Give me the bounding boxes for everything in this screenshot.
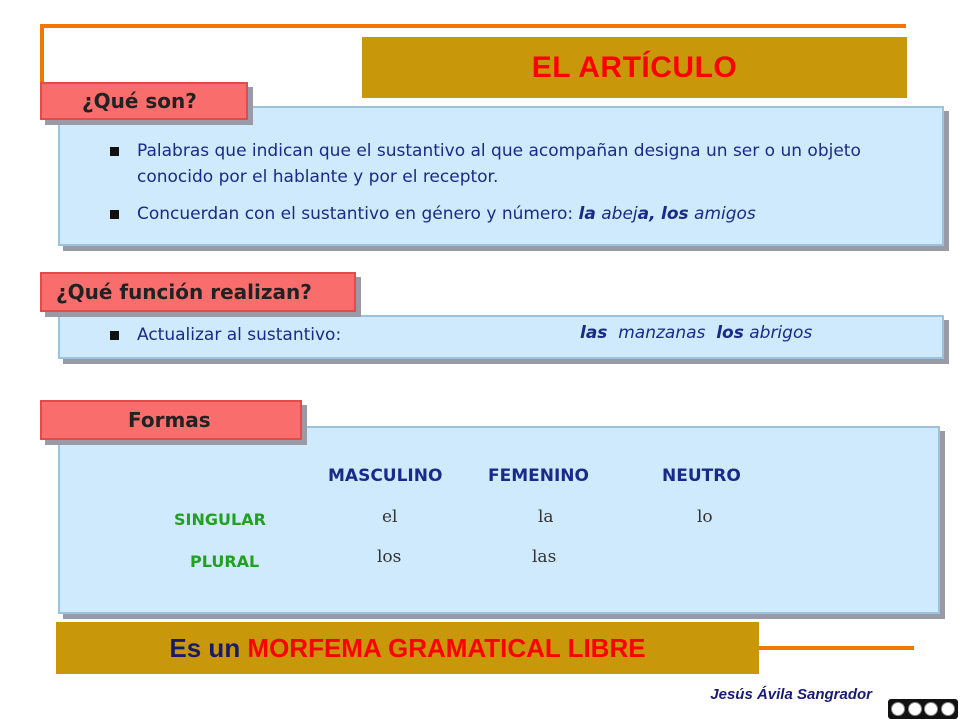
cell-plural-masculino: los — [377, 547, 402, 567]
function-bullet — [110, 322, 410, 348]
author-credit: Jesús Ávila Sangrador — [710, 686, 872, 703]
bullet-square-icon — [110, 331, 119, 340]
cell-singular-neutro: lo — [697, 507, 713, 527]
forms-heading-tag — [40, 400, 302, 440]
nd-icon — [941, 702, 955, 716]
cell-singular-masculino: el — [382, 507, 398, 527]
by-icon — [908, 702, 922, 716]
example-article-la: la — [578, 204, 596, 224]
summary-highlight: MORFEMA GRAMATICAL LIBRE — [247, 632, 646, 663]
definition-heading-tag — [40, 82, 248, 120]
cell-plural-femenino: las — [532, 547, 557, 567]
left-rule — [40, 24, 44, 82]
example-noun-abej: abej — [601, 204, 638, 224]
function-heading: ¿Qué función realizan? — [56, 280, 312, 304]
example-ending-a: a, — [637, 204, 656, 224]
column-header-neutro: NEUTRO — [662, 466, 741, 486]
title-banner — [362, 37, 907, 98]
function-examples — [580, 320, 910, 346]
example-noun-manzanas: manzanas — [618, 323, 706, 343]
definition-bullet-1 — [110, 138, 900, 190]
function-bullet-text: Actualizar al sustantivo: — [137, 325, 342, 345]
function-heading-tag — [40, 272, 356, 312]
summary-banner — [56, 622, 759, 674]
example-article-los: los — [661, 204, 689, 224]
forms-heading: Formas — [128, 408, 211, 432]
definition-bullet-2 — [110, 201, 900, 227]
page-title: EL ARTÍCULO — [531, 50, 738, 84]
example-article-las: las — [580, 323, 608, 343]
definition-heading: ¿Qué son? — [82, 89, 197, 113]
cell-singular-femenino: la — [538, 507, 554, 527]
column-header-femenino: FEMENINO — [488, 466, 589, 486]
row-label-singular: SINGULAR — [174, 510, 266, 529]
top-rule — [40, 24, 906, 28]
definition-bullet-2-text: Concuerdan con el sustantivo en género y número: — [137, 204, 579, 224]
row-label-plural: PLURAL — [190, 552, 260, 571]
bullet-square-icon — [110, 210, 119, 219]
bullet-square-icon — [110, 147, 119, 156]
cc-license-badge — [888, 699, 958, 719]
example-article-los-2: los — [716, 323, 744, 343]
example-noun-amigos: amigos — [694, 204, 756, 224]
definition-bullet-1-text: Palabras que indican que el sustantivo al que acompañan designa un ser o un objeto conocido por el hablante y por el receptor. — [137, 141, 861, 187]
cc-icon — [891, 702, 905, 716]
example-noun-abrigos: abrigos — [749, 323, 813, 343]
summary-prefix: Es un — [169, 632, 248, 663]
column-header-masculino: MASCULINO — [328, 466, 443, 486]
nc-icon — [924, 702, 938, 716]
